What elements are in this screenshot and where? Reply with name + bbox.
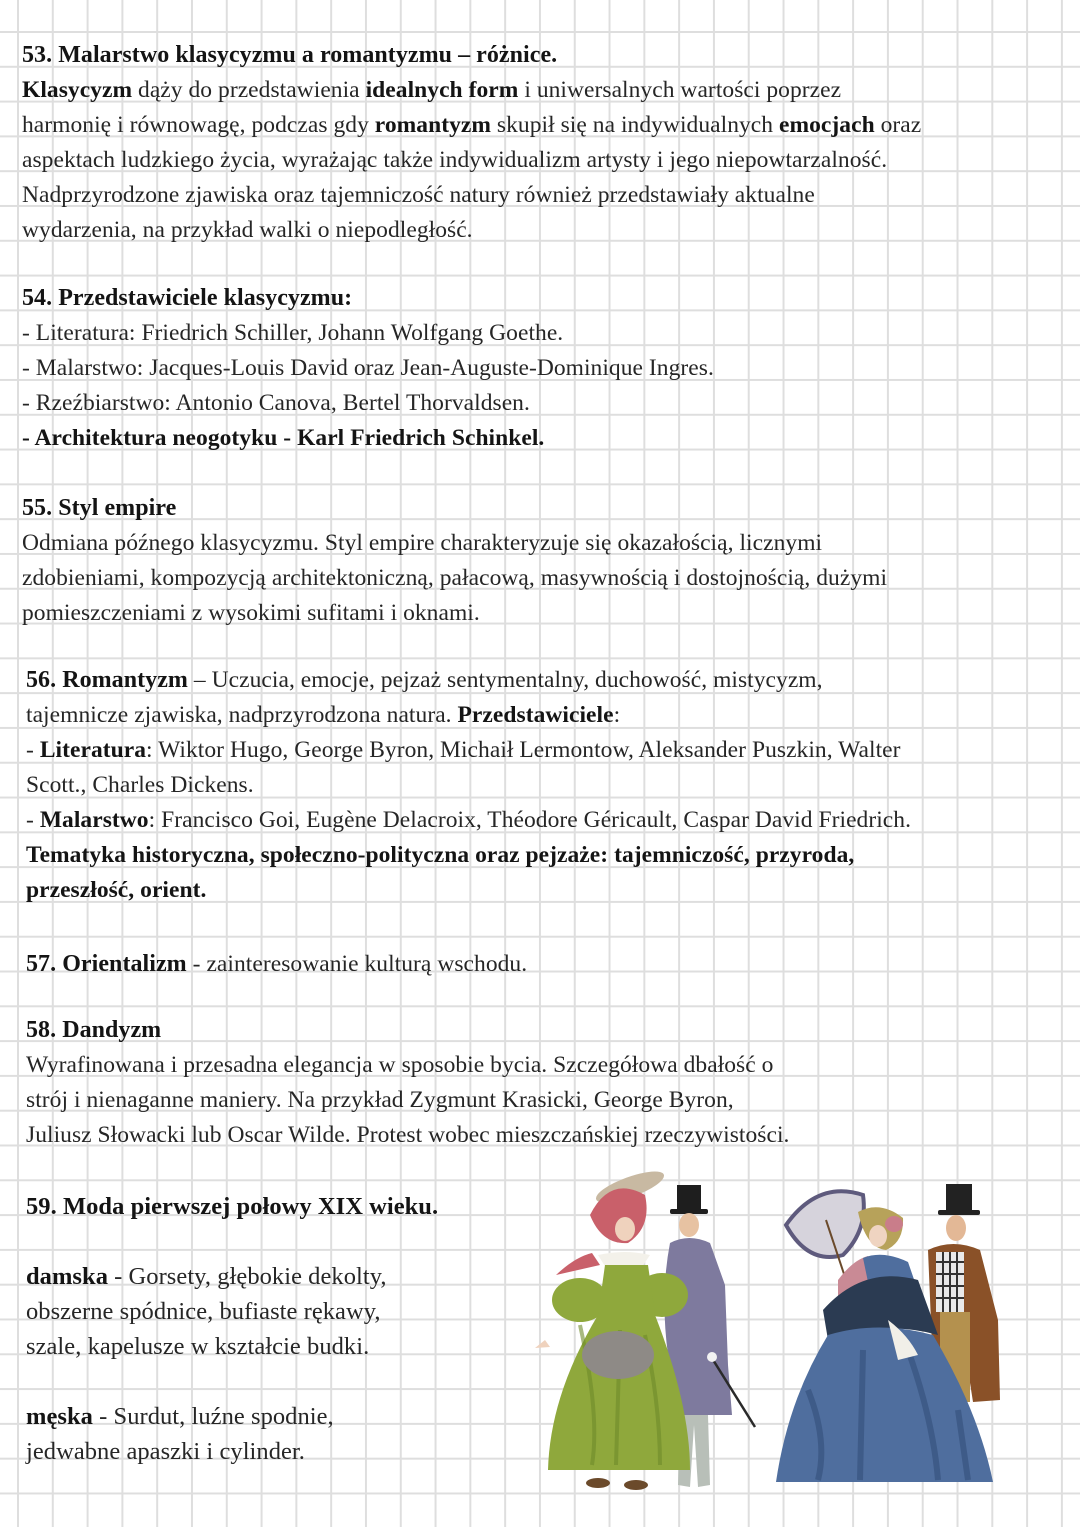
section-53-line-4: Nadprzyrodzone zjawiska oraz tajemniczość natury również przedstawiały aktualne — [22, 182, 815, 208]
women-fashion-line-3: szale, kapelusze w kształcie budki. — [26, 1333, 370, 1360]
couple-1850s-icon — [768, 1170, 1008, 1500]
text: oraz — [874, 112, 922, 138]
section-58-title: 58. Dandyzm — [26, 1017, 162, 1043]
men-fashion-line-2: jedwabne apaszki i cylinder. — [26, 1438, 305, 1465]
section-53-title: 53. Malarstwo klasycyzmu a romantyzmu – różnice. — [22, 42, 558, 68]
term-przedstawiciele: Przedstawiciele — [457, 702, 614, 728]
text: - — [26, 737, 40, 763]
text: – Uczucia, emocje, pejzaż sentymentalny, duchowość, mistycyzm, — [187, 667, 823, 693]
paragraph-line: strój i nienaganne maniery. Na przykład Zygmunt Krasicki, George Byron, — [26, 1087, 734, 1113]
text: - Gorsety, głębokie dekolty, — [108, 1263, 387, 1290]
spacer — [26, 1224, 438, 1259]
paragraph-line: zdobieniami, kompozycją architektoniczną, pałacową, masywnością i dostojnością, dużymi — [22, 565, 888, 591]
section-56-line-4: Scott., Charles Dickens. — [26, 772, 254, 798]
term-idealne-formy: idealnych form — [365, 77, 519, 103]
section-56-line-3 — [26, 733, 911, 768]
section-58 — [26, 1013, 789, 1153]
term-damska: damska — [26, 1263, 108, 1290]
term-literatura: Literatura — [39, 737, 147, 763]
term-emocje: emocjach — [779, 112, 875, 138]
term-romantyzm: romantyzm — [374, 112, 491, 138]
text: tajemnicze zjawiska, nadprzyrodzona natura. — [26, 702, 458, 728]
section-53-line-2 — [22, 108, 921, 143]
text: i uniwersalnych wartości poprzez — [518, 77, 842, 103]
list-item: - Rzeźbiarstwo: Antonio Canova, Bertel Thorvaldsen. — [22, 390, 530, 416]
section-57 — [26, 947, 527, 982]
paragraph-line: pomieszczeniami z wysokimi sufitami i oknami. — [22, 600, 480, 626]
section-53-line-3: aspektach ludzkiego życia, wyrażając także indywidualizm artysty i jego niepowtarzalność. — [22, 147, 888, 173]
section-57-title: 57. Orientalizm — [26, 951, 187, 977]
term-malarstwo: Malarstwo — [39, 807, 149, 833]
list-item: - Literatura: Friedrich Schiller, Johann Wolfgang Goethe. — [22, 320, 564, 346]
text: skupił się na indywidualnych — [490, 112, 780, 138]
section-53-line-1 — [22, 73, 921, 108]
section-59-title: 59. Moda pierwszej połowy XIX wieku. — [26, 1193, 439, 1220]
text: : Wiktor Hugo, George Byron, Michaił Lermontow, Aleksander Puszkin, Walter — [146, 737, 901, 763]
section-54-title: 54. Przedstawiciele klasycyzmu: — [22, 285, 353, 311]
section-56-line-1 — [26, 663, 911, 698]
section-55-title: 55. Styl empire — [22, 495, 177, 521]
section-57-line — [26, 947, 527, 982]
text: : — [613, 702, 621, 728]
list-item: - Architektura neogotyku - Karl Friedrich Schinkel. — [22, 425, 545, 451]
section-59 — [26, 1189, 438, 1469]
text: - — [26, 807, 40, 833]
section-54 — [22, 281, 714, 456]
paragraph-line: Odmiana późnego klasycyzmu. Styl empire charakteryzuje się okazałością, licznymi — [22, 530, 823, 556]
section-53 — [22, 38, 921, 248]
term-klasycyzm: Klasycyzm — [22, 77, 133, 103]
text: - zainteresowanie kulturą wschodu. — [186, 951, 528, 977]
section-56-line-5 — [26, 803, 911, 838]
term-meska: męska — [26, 1403, 93, 1430]
section-56-line-7: przeszłość, orient. — [26, 877, 207, 903]
section-53-line-5: wydarzenia, na przykład walki o niepodległość. — [22, 217, 473, 243]
text: - Surdut, luźne spodnie, — [92, 1403, 334, 1430]
women-fashion-line-2: obszerne spódnice, bufiaste rękawy, — [26, 1298, 381, 1325]
section-56-line-6: Tematyka historyczna, społeczno-polityczna oraz pejzaże: tajemniczość, przyroda, — [26, 842, 855, 868]
text: harmonię i równowagę, podczas gdy — [22, 112, 375, 138]
spacer — [26, 1364, 438, 1399]
women-fashion-line-1 — [26, 1259, 438, 1294]
section-56 — [26, 663, 911, 908]
section-55 — [22, 491, 887, 631]
text: dąży do przedstawienia — [132, 77, 366, 103]
list-item: - Malarstwo: Jacques-Louis David oraz Jean-Auguste-Dominique Ingres. — [22, 355, 714, 381]
section-56-line-2 — [26, 698, 911, 733]
section-56-title: 56. Romantyzm — [26, 667, 188, 693]
men-fashion-line-1 — [26, 1399, 438, 1434]
fashion-illustration-left-couple — [520, 1165, 770, 1500]
paragraph-line: Wyrafinowana i przesadna elegancja w sposobie bycia. Szczegółowa dbałość o — [26, 1052, 774, 1078]
paragraph-line: Juliusz Słowacki lub Oscar Wilde. Protest wobec mieszczańskiej rzeczywistości. — [26, 1122, 790, 1148]
text: : Francisco Goi, Eugène Delacroix, Théodore Géricault, Caspar David Friedrich. — [148, 807, 912, 833]
couple-1830s-icon — [520, 1165, 770, 1500]
fashion-illustration-right-couple — [768, 1170, 1008, 1500]
